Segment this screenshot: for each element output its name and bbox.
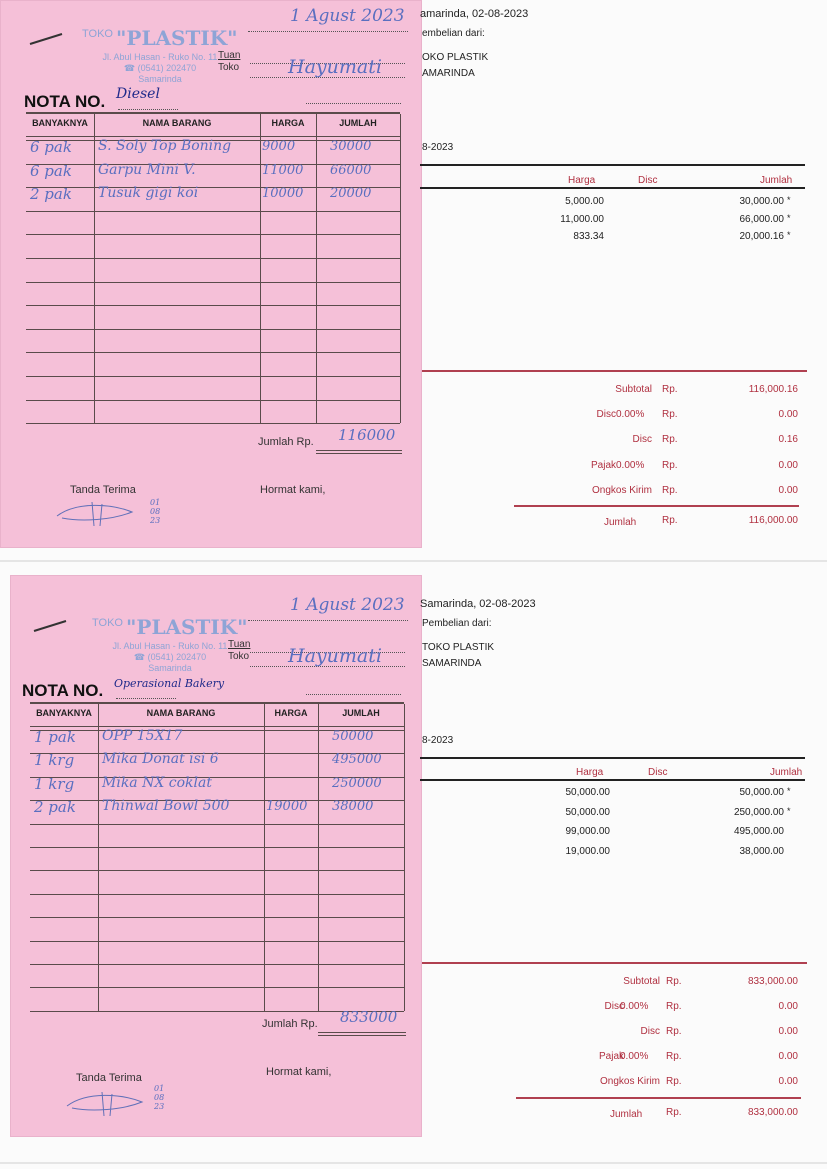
summary-label: Disc [640,1026,660,1037]
invoice-line-mark: * [787,805,791,816]
invoice-reference: 8-2023 [422,142,454,153]
row-total: 66000 [330,162,372,178]
table-top-border [30,702,404,704]
invoice-line-mark: * [787,195,791,205]
summary-value: 0.00 [778,1076,798,1087]
summary-value: 833,000.00 [747,976,798,987]
summary-value: 0.00 [778,1001,798,1012]
jumlah-underline [318,1032,406,1033]
table-row-line [30,847,404,848]
invoice-header-top [420,757,805,759]
invoice-line-total: 38,000.00 [739,845,784,857]
shop-address: Jl. Abul Hasan - Ruko No. 11 [112,641,228,651]
invoice-vendor: TOKO PLASTIK [422,642,495,653]
summary-currency: Rp. [662,409,678,421]
invoice-line-total: 50,000.00 [739,787,784,798]
nota-number-line [116,697,176,699]
jumlah-label: Jumlah Rp. [262,1018,318,1030]
tanda-terima-label: Tanda Terima [76,1072,142,1084]
row-item: Garpu Mini V. [98,161,196,178]
col-header-harga: HARGA [274,708,308,718]
invoice-header-disc: Disc [648,767,668,778]
side-line [306,693,401,695]
table-row-line [26,258,400,259]
summary-value: 0.00 [778,459,798,471]
invoice-total-line [514,505,799,507]
row-qty: 6 pak [30,161,72,180]
tanda-terima-label: Tanda Terima [70,484,136,496]
table-row-line [26,305,400,306]
table-column-line [94,114,95,423]
col-header-jumlah: JUMLAH [342,708,380,718]
invoice-line-total: 20,000.16 [739,231,784,242]
table-row-line [26,352,400,353]
summary-label: Ongkos Kirim [599,1076,660,1087]
jumlah-handwritten: 833000 [340,1008,398,1026]
summary-currency: Rp. [666,1001,682,1012]
invoice-line-price: 99,000.00 [565,826,610,837]
row-item: Mika Donat isi 6 [102,751,219,768]
row-total: 495000 [332,752,382,768]
page-fold-line [0,1162,827,1164]
table-row-line [26,376,400,377]
jumlah-underline [316,450,402,451]
summary-currency: Rp. [666,1051,682,1062]
invoice-header-total: Jumlah [770,767,803,778]
table-column-line [318,704,319,1011]
invoice-total-label: Jumlah [610,1109,643,1120]
summary-currency: Rp. [662,459,678,471]
col-header-nama-barang: NAMA BARANG [146,708,216,718]
invoice-total-line [516,1097,801,1099]
signature-date-note: 01 08 23 [150,498,161,525]
row-item: OPP 15X17 [102,728,183,744]
shop-city: Samarinda [148,663,192,673]
nota-number-label: NOTA NO. [22,681,104,700]
invoice-total-currency: Rp. [666,1107,682,1118]
invoice-place-date: amarinda, 02-08-2023 [420,8,529,20]
col-header-jumlah: JUMLAH [339,118,377,128]
summary-currency: Rp. [662,434,678,446]
summary-currency: Rp. [666,1026,682,1037]
jumlah-handwritten: 116000 [338,426,396,444]
customer-name: Hayumati [288,56,382,78]
jumlah-label: Jumlah Rp. [258,436,314,448]
table-row-line [30,824,404,825]
shop-name: "PLASTIK" [116,26,238,50]
shop-city: Samarinda [138,74,182,84]
invoice-total-currency: Rp. [662,515,678,526]
table-column-line [316,114,317,423]
invoice-line-price: 11,000.00 [560,213,604,225]
summary-currency: Rp. [666,1076,682,1087]
invoice-header-price: Harga [576,767,604,778]
nota-number-line [118,108,178,110]
row-qty: 6 pak [30,138,72,156]
invoice-header-disc: Disc [638,175,658,186]
summary-percent: 0.00% [616,459,645,471]
invoice-line-mark: * [787,212,791,223]
tuan-label: Tuan [218,50,241,61]
summary-value: 0.00 [778,1051,798,1062]
invoice-line-mark: * [787,230,791,240]
toko-label: Toko [228,651,250,662]
row-total: 30000 [330,139,372,154]
signature-date-note: 01 08 23 [154,1084,165,1111]
table-column-line [260,114,261,423]
nota-number-value: Diesel [116,86,160,102]
table-row-line [30,917,404,918]
invoice-header-total: Jumlah [760,175,793,186]
table-row-line [26,400,400,401]
row-total: 250000 [332,775,382,791]
col-header-harga: HARGA [271,118,305,128]
invoice-reference: 8-2023 [422,735,454,746]
table-row-line [30,941,404,942]
summary-value: 0.16 [778,434,798,446]
invoice-place-date: Samarinda, 02-08-2023 [420,598,536,610]
invoice-line-price: 5,000.00 [565,196,604,207]
staple-mark [28,32,64,48]
invoice-vendor-city: SAMARINDA [422,658,482,669]
col-header-nama-barang: NAMA BARANG [142,118,212,128]
table-row-line [26,329,400,330]
invoice-line-price: 19,000.00 [565,845,610,857]
jumlah-column-right [404,704,405,1011]
table-row-line [30,964,404,965]
page-fold-line [0,560,827,562]
table-row-line [26,423,400,424]
summary-label: Disc [604,1001,624,1012]
invoice-line-price: 833.34 [573,231,604,242]
handwritten-date: 1 Agust 2023 [290,595,405,615]
row-qty: 1 krg [34,774,75,793]
summary-currency: Rp. [662,384,678,395]
toko-label: Toko [218,62,240,73]
table-row-line [30,870,404,871]
row-price: 19000 [266,799,308,815]
row-total: 20000 [330,186,372,202]
summary-percent: 0.00% [620,1051,649,1062]
invoice-header-price: Harga [568,175,596,186]
invoice-line-total: 66,000.00 [739,213,784,225]
shop-phone: ☎ (0541) 202470 [133,652,207,662]
invoice-purchase-from: embelian dari: [422,28,485,39]
row-item: S. Soly Top Boning [98,138,232,154]
summary-label: Subtotal [615,384,652,395]
invoice-line-price: 50,000.00 [565,787,610,798]
table-row-line [26,211,400,212]
row-price: 10000 [262,186,304,202]
row-price: 9000 [262,139,296,154]
table-column-line [98,704,99,1011]
header-bottom-border [26,136,400,137]
invoice-total-label: Jumlah [604,517,637,528]
shop-name: "PLASTIK" [126,615,248,639]
invoice-purchase-from: Pembelian dari: [422,618,492,629]
jumlah-column-right [400,114,401,423]
summary-currency: Rp. [666,976,682,987]
hormat-kami-label: Hormat kami, [260,484,326,496]
tuan-label: Tuan [228,639,251,650]
date-line [248,619,408,621]
row-qty: 2 pak [30,185,72,204]
invoice-line-price: 50,000.00 [565,806,610,818]
summary-percent: 0.00% [616,409,645,421]
invoice-vendor: OKO PLASTIK [422,52,489,63]
invoice-line-total: 250,000.00 [733,806,784,818]
row-price: 11000 [262,162,304,178]
jumlah-underline-2 [316,453,402,454]
shop-prefix: TOKO [82,28,113,40]
summary-label: Disc [632,434,652,446]
date-line [248,30,408,32]
invoice-header-top [420,164,805,166]
table-row-line [26,282,400,283]
table-row-line [30,894,404,895]
invoice-total-value: 116,000.00 [748,515,798,526]
summary-label: Subtotal [623,976,660,987]
nota-number-label: NOTA NO. [24,92,106,111]
invoice-header-bottom [420,187,805,189]
row-item: Tusuk gigi koi [98,185,199,202]
side-line [306,102,401,104]
jumlah-underline-2 [318,1035,406,1036]
table-top-border [26,112,400,114]
customer-name: Hayumati [288,645,382,667]
summary-percent: 0.00% [620,1001,649,1012]
row-item: Mika NX coklat [102,774,212,791]
nota-number-value: Operasional Bakery [114,677,225,690]
shop-address: Jl. Abul Hasan - Ruko No. 11 [102,52,218,62]
staple-mark [32,619,68,635]
handwritten-date: 1 Agust 2023 [290,6,405,26]
summary-value: 0.00 [778,484,798,496]
shop-prefix: TOKO [92,617,123,629]
invoice-header-bottom [420,779,805,781]
row-qty: 1 krg [34,751,75,770]
row-item: Thinwal Bowl 500 [102,798,230,815]
row-qty: 1 pak [34,728,76,746]
hormat-kami-label: Hormat kami, [266,1066,332,1078]
header-bottom-border [30,726,404,727]
summary-value: 0.00 [778,1026,798,1037]
summary-label: Pajak [598,1051,624,1062]
summary-label: Disc [596,409,616,421]
invoice-line-total: 495,000.00 [733,826,784,837]
invoice-line-mark: * [787,786,791,796]
invoice-summary-top [422,370,807,372]
shop-phone: ☎ (0541) 202470 [123,63,197,73]
summary-label: Pajak [590,459,616,471]
table-row-line [26,234,400,235]
invoice-total-value: 833,000.00 [747,1107,798,1118]
signature-scribble [62,1086,152,1122]
signature-scribble [52,496,142,532]
summary-value: 116,000.16 [748,384,798,395]
row-total: 50000 [332,729,374,744]
row-qty: 2 pak [34,798,76,817]
summary-value: 0.00 [778,409,798,421]
summary-currency: Rp. [662,484,678,496]
invoice-summary-top [422,962,807,964]
row-total: 38000 [332,799,374,815]
col-header-banyaknya: BANYAKNYA [32,118,88,128]
invoice-line-total: 30,000.00 [739,196,784,207]
table-column-line [264,704,265,1011]
col-header-banyaknya: BANYAKNYA [36,708,92,718]
table-row-line [30,987,404,988]
invoice-vendor-city: AMARINDA [422,68,475,79]
summary-label: Ongkos Kirim [591,484,652,496]
